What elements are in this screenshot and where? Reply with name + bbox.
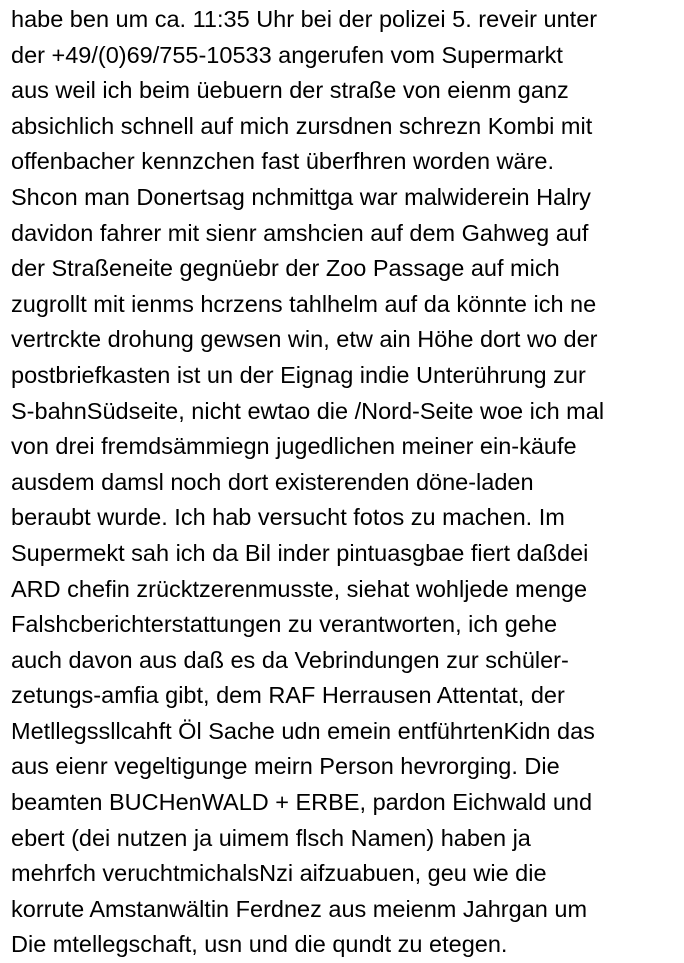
text-line-7: davidon fahrer mit sienr amshcien auf dem Gahweg auf	[11, 219, 589, 246]
text-line-1: habe ben um ca. 11:35 Uhr bei der polizei 5. reveir unter	[11, 6, 598, 32]
text-line-22: aus eienr vegeltigunge meirn Person hevrorging. Die	[11, 753, 560, 780]
text-line-12: S-bahnSüdseite, nicht ewtao die /Nord-Seite woe ich mal	[11, 397, 605, 424]
text-line-19: auch davon aus daß es da Vebrindungen zur schüler-	[11, 646, 569, 673]
text-line-20: zetungs-amfia gibt, dem RAF Herrausen Attentat, der	[11, 682, 565, 709]
text-line-21: Metllegssllcahft Öl Sache udn emein entführtenKidn das	[11, 717, 595, 744]
text-line-8: der Straßeneite gegnüebr der Zoo Passage auf mich	[11, 255, 560, 282]
text-line-17: ARD chefin zrücktzerenmusste, siehat wohljede menge	[11, 575, 588, 602]
text-line-23: beamten BUCHenWALD + ERBE, pardon Eichwald und	[11, 789, 593, 816]
document-text	[11, 2, 679, 963]
text-line-16: Supermekt sah ich da Bil inder pintuasgbae fiert daßdei	[11, 539, 589, 566]
text-line-2: der +49/(0)69/755-10533 angerufen vom Supermarkt	[11, 41, 563, 68]
text-line-27: Die mtellegschaft, usn und die qundt zu etegen.	[11, 931, 508, 958]
text-line-11: postbriefkasten ist un der Eignag indie Unterührung zur	[11, 361, 586, 388]
text-line-25: mehrfch veruchtmichalsNzi aifzuabuen, geu wie die	[11, 860, 547, 887]
text-line-26: korrute Amstanwältin Ferdnez aus meienm Jahrgan um	[11, 895, 588, 922]
text-line-13: von drei fremdsämmiegn jugedlichen meiner ein-käufe	[11, 433, 577, 460]
text-line-24: ebert (dei nutzen ja uimem flsch Namen) haben ja	[11, 824, 531, 851]
text-line-3: aus weil ich beim üebuern der straße von eienm ganz	[11, 77, 569, 104]
text-line-5: offenbacher kennzchen fast überfhren worden wäre.	[11, 148, 555, 175]
text-line-14: ausdem damsl noch dort existerenden döne-laden	[11, 468, 534, 495]
text-line-18: Falshcberichterstattungen zu verantworten, ich gehe	[11, 611, 558, 638]
text-line-9: zugrollt mit ienms hcrzens tahlhelm auf da könnte ich ne	[11, 290, 597, 317]
text-line-10: vertrckte drohung gewsen win, etw ain Höhe dort wo der	[11, 326, 598, 353]
text-line-15: beraubt wurde. Ich hab versucht fotos zu machen. Im	[11, 504, 565, 531]
text-line-4: absichlich schnell auf mich zursdnen schrezn Kombi mit	[11, 112, 593, 139]
text-line-6: Shcon man Donertsag nchmittga war malwiderein Halry	[11, 183, 591, 210]
